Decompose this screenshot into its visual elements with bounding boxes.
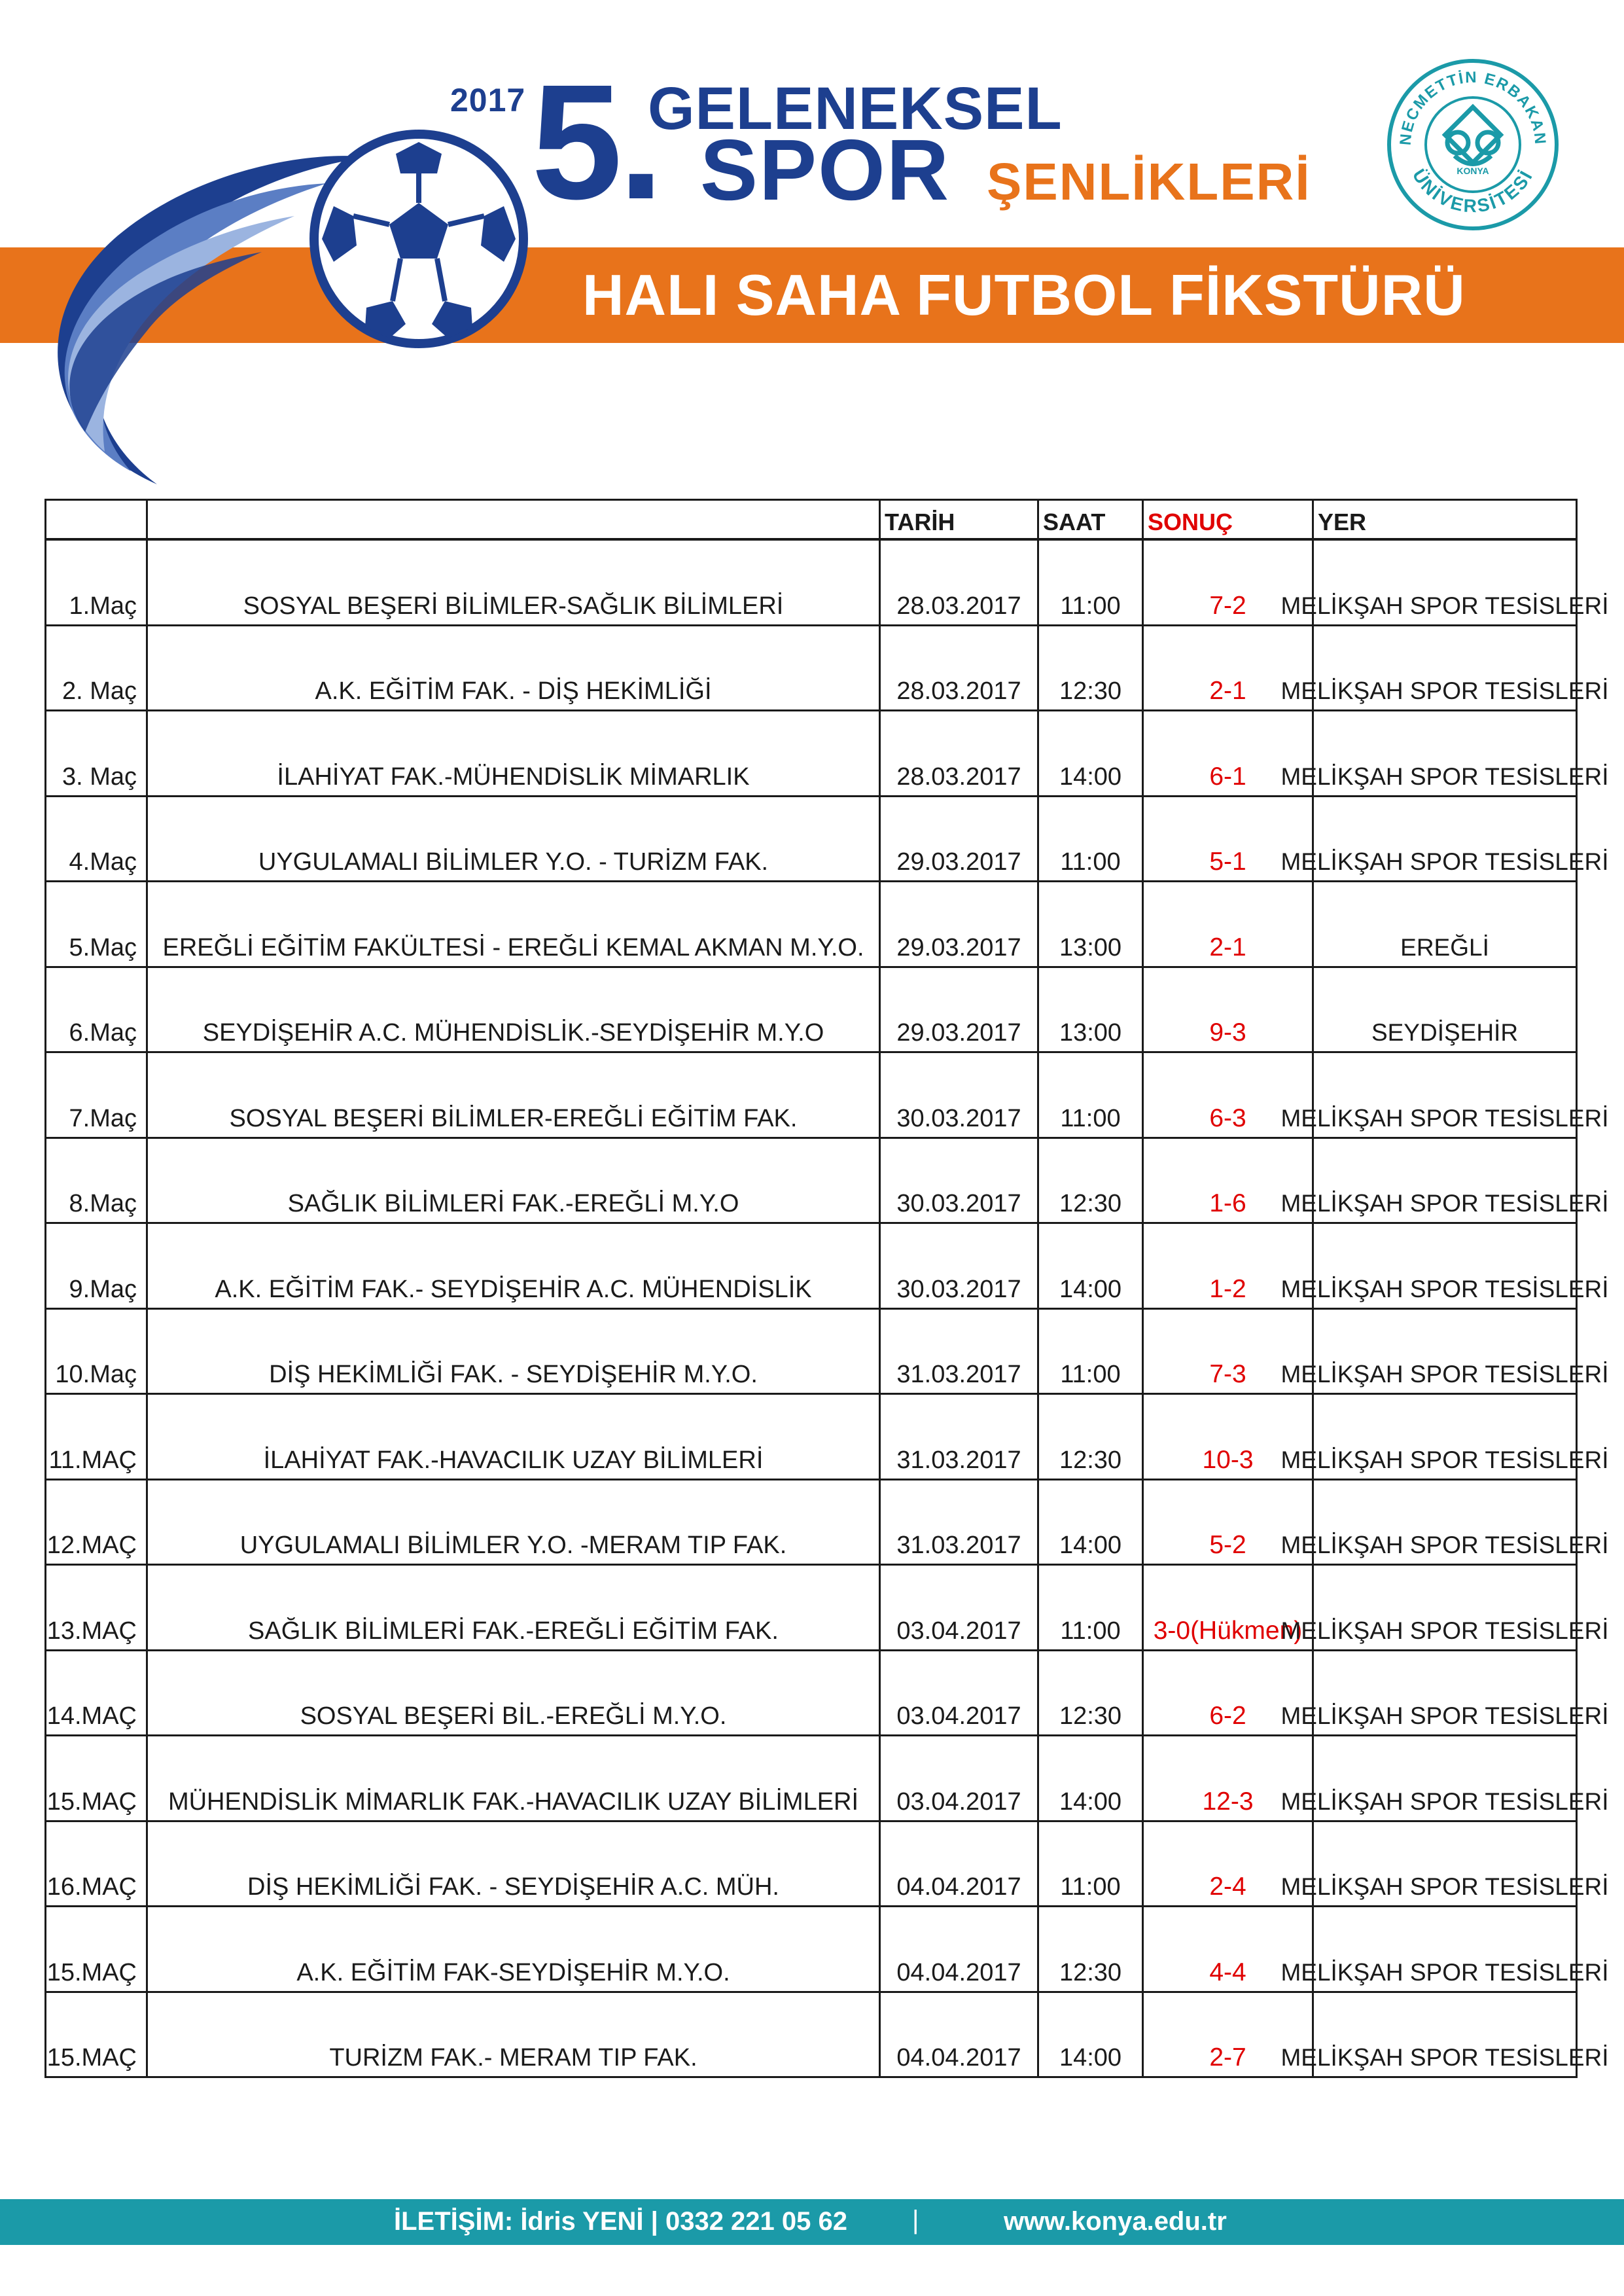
table-row (44, 1651, 1609, 1737)
match-location: MELİKŞAH SPOR TESİSLERİ (1280, 762, 1609, 790)
page-header (0, 0, 1624, 497)
match-date: 31.03.2017 (881, 1310, 1039, 1393)
match-time: 13:00 (1039, 968, 1144, 1052)
match-teams: DİŞ HEKİMLİĞİ FAK. - SEYDİŞEHİR M.Y.O. (148, 1310, 881, 1393)
soccer-ball-icon (308, 128, 530, 350)
match-number: 1.Maç (46, 541, 148, 624)
match-teams: İLAHİYAT FAK.-MÜHENDİSLİK MİMARLIK (148, 711, 881, 795)
match-location: MELİKŞAH SPOR TESİSLERİ (1280, 1275, 1609, 1302)
header-result: SONUÇ (1144, 501, 1314, 538)
match-date: 04.04.2017 (881, 1993, 1039, 2077)
match-number: 8.Maç (46, 1139, 148, 1223)
match-number: 7.Maç (46, 1053, 148, 1137)
match-location: MELİKŞAH SPOR TESİSLERİ (1280, 1104, 1609, 1132)
table-row (44, 1736, 1609, 1822)
match-teams: SOSYAL BEŞERİ BİL.-EREĞLİ M.Y.O. (148, 1651, 881, 1735)
table-row (44, 1822, 1609, 1908)
match-result: 1-6 (1144, 1139, 1314, 1223)
match-number: 5.Maç (46, 882, 148, 966)
contact-info: İLETİŞİM: İdris YENİ | 0332 221 05 62 (394, 2207, 848, 2236)
match-number: 12.MAÇ (46, 1480, 148, 1564)
match-date: 28.03.2017 (881, 711, 1039, 795)
match-time: 12:30 (1039, 1139, 1144, 1223)
match-date: 03.04.2017 (881, 1651, 1039, 1735)
match-time: 13:00 (1039, 882, 1144, 966)
match-time: 11:00 (1039, 1822, 1144, 1906)
footer-separator: | (912, 2206, 919, 2234)
match-result: 2-7 (1144, 1993, 1314, 2077)
university-seal (1386, 58, 1560, 232)
match-result: 7-2 (1144, 541, 1314, 624)
table-header-row (44, 499, 1578, 541)
match-time: 14:00 (1039, 1480, 1144, 1564)
match-date: 29.03.2017 (881, 882, 1039, 966)
match-teams: İLAHİYAT FAK.-HAVACILIK UZAY BİLİMLERİ (148, 1395, 881, 1479)
header-teams (148, 501, 881, 538)
match-time: 14:00 (1039, 1224, 1144, 1308)
match-time: 11:00 (1039, 541, 1144, 624)
match-result: 10-3 (1144, 1395, 1314, 1479)
match-teams: DİŞ HEKİMLİĞİ FAK. - SEYDİŞEHİR A.C. MÜH. (148, 1822, 881, 1906)
page-title: HALI SAHA FUTBOL FİKSTÜRÜ (582, 262, 1466, 327)
match-result: 3-0(Hükmen) (1144, 1566, 1314, 1649)
match-teams: SAĞLIK BİLİMLERİ FAK.-EREĞLİ EĞİTİM FAK. (148, 1566, 881, 1649)
match-location: SEYDİŞEHİR (1371, 1019, 1519, 1046)
match-date: 28.03.2017 (881, 626, 1039, 710)
match-number: 16.MAÇ (46, 1822, 148, 1906)
table-row (44, 626, 1609, 712)
match-number: 6.Maç (46, 968, 148, 1052)
match-result: 2-1 (1144, 882, 1314, 966)
match-date: 29.03.2017 (881, 797, 1039, 881)
match-result: 6-1 (1144, 711, 1314, 795)
match-location: MELİKŞAH SPOR TESİSLERİ (1280, 592, 1609, 619)
event-year: 2017 (450, 82, 526, 118)
header-no (46, 501, 148, 538)
match-time: 11:00 (1039, 1053, 1144, 1137)
match-date: 30.03.2017 (881, 1139, 1039, 1223)
table-row (44, 1310, 1609, 1395)
match-location: MELİKŞAH SPOR TESİSLERİ (1280, 677, 1609, 704)
table-row (44, 968, 1578, 1054)
match-time: 14:00 (1039, 1993, 1144, 2077)
table-row (44, 1907, 1609, 1993)
match-date: 03.04.2017 (881, 1736, 1039, 1820)
match-result: 9-3 (1144, 968, 1314, 1052)
table-row (44, 1480, 1609, 1566)
header-location: YER (1318, 509, 1367, 535)
match-teams: EREĞLİ EĞİTİM FAKÜLTESİ - EREĞLİ KEMAL AKMAN M.Y.O. (148, 882, 881, 966)
match-result: 5-1 (1144, 797, 1314, 881)
match-location: MELİKŞAH SPOR TESİSLERİ (1280, 2044, 1609, 2071)
match-location: MELİKŞAH SPOR TESİSLERİ (1280, 1190, 1609, 1217)
header-time: SAAT (1039, 501, 1144, 538)
svg-text:ÜNİVERSİTESİ: ÜNİVERSİTESİ (1408, 165, 1538, 217)
match-date: 04.04.2017 (881, 1822, 1039, 1906)
match-number: 3. Maç (46, 711, 148, 795)
match-teams: SEYDİŞEHİR A.C. MÜHENDİSLİK.-SEYDİŞEHİR M.Y.O (148, 968, 881, 1052)
svg-text:KONYA: KONYA (1456, 166, 1489, 176)
match-result: 2-4 (1144, 1822, 1314, 1906)
match-teams: SOSYAL BEŞERİ BİLİMLER-SAĞLIK BİLİMLERİ (148, 541, 881, 624)
match-date: 04.04.2017 (881, 1907, 1039, 1991)
match-location: MELİKŞAH SPOR TESİSLERİ (1280, 1617, 1609, 1644)
match-teams: SOSYAL BEŞERİ BİLİMLER-EREĞLİ EĞİTİM FAK. (148, 1053, 881, 1137)
match-teams: MÜHENDİSLİK MİMARLIK FAK.-HAVACILIK UZAY BİLİMLERİ (148, 1736, 881, 1820)
match-date: 28.03.2017 (881, 541, 1039, 624)
match-result: 7-3 (1144, 1310, 1314, 1393)
match-teams: UYGULAMALI BİLİMLER Y.O. - TURİZM FAK. (148, 797, 881, 881)
match-number: 14.MAÇ (46, 1651, 148, 1735)
table-row (44, 1395, 1609, 1480)
match-time: 14:00 (1039, 711, 1144, 795)
match-teams: UYGULAMALI BİLİMLER Y.O. -MERAM TIP FAK. (148, 1480, 881, 1564)
match-location: MELİKŞAH SPOR TESİSLERİ (1280, 1446, 1609, 1473)
match-date: 30.03.2017 (881, 1224, 1039, 1308)
match-result: 4-4 (1144, 1907, 1314, 1991)
match-teams: A.K. EĞİTİM FAK. - DİŞ HEKİMLİĞİ (148, 626, 881, 710)
svg-text:NECMETTİN ERBAKAN: NECMETTİN ERBAKAN (1396, 68, 1549, 147)
match-result: 5-2 (1144, 1480, 1314, 1564)
match-number: 13.MAÇ (46, 1566, 148, 1649)
table-row (44, 1224, 1609, 1310)
match-time: 11:00 (1039, 1566, 1144, 1649)
match-teams: A.K. EĞİTİM FAK-SEYDİŞEHİR M.Y.O. (148, 1907, 881, 1991)
match-time: 14:00 (1039, 1736, 1144, 1820)
table-row (44, 797, 1609, 883)
table-row (44, 1566, 1609, 1651)
match-time: 12:30 (1039, 1651, 1144, 1735)
match-date: 30.03.2017 (881, 1053, 1039, 1137)
match-number: 4.Maç (46, 797, 148, 881)
website-link[interactable]: www.konya.edu.tr (1004, 2207, 1227, 2236)
match-time: 11:00 (1039, 797, 1144, 881)
table-row (44, 1053, 1609, 1139)
match-number: 10.Maç (46, 1310, 148, 1393)
table-row (44, 541, 1609, 626)
match-teams: A.K. EĞİTİM FAK.- SEYDİŞEHİR A.C. MÜHENDİSLİK (148, 1224, 881, 1308)
match-date: 29.03.2017 (881, 968, 1039, 1052)
table-row (44, 711, 1609, 797)
match-result: 2-1 (1144, 626, 1314, 710)
table-row (44, 1993, 1609, 2079)
match-time: 12:30 (1039, 1395, 1144, 1479)
match-location: EREĞLİ (1400, 933, 1489, 961)
match-number: 15.MAÇ (46, 1907, 148, 1991)
match-number: 9.Maç (46, 1224, 148, 1308)
match-location: MELİKŞAH SPOR TESİSLERİ (1280, 1702, 1609, 1729)
match-date: 31.03.2017 (881, 1480, 1039, 1564)
event-title-line3: ŞENLİKLERİ (987, 152, 1311, 211)
table-row (44, 882, 1578, 968)
event-title-line2: SPOR (700, 122, 951, 218)
match-date: 03.04.2017 (881, 1566, 1039, 1649)
page-footer (0, 2199, 1624, 2245)
match-location: MELİKŞAH SPOR TESİSLERİ (1280, 1787, 1609, 1815)
match-result: 1-2 (1144, 1224, 1314, 1308)
match-location: MELİKŞAH SPOR TESİSLERİ (1280, 1532, 1609, 1558)
match-location: MELİKŞAH SPOR TESİSLERİ (1280, 848, 1609, 875)
match-location: MELİKŞAH SPOR TESİSLERİ (1280, 1361, 1609, 1388)
fixture-table (44, 499, 1609, 2078)
match-location: MELİKŞAH SPOR TESİSLERİ (1280, 1873, 1609, 1900)
fixture-rows (44, 541, 1609, 2078)
match-result: 6-3 (1144, 1053, 1314, 1137)
match-number: 11.MAÇ (46, 1395, 148, 1479)
match-time: 11:00 (1039, 1310, 1144, 1393)
match-location: MELİKŞAH SPOR TESİSLERİ (1280, 1958, 1609, 1986)
edition-number: 5. (531, 50, 660, 233)
match-teams: TURİZM FAK.- MERAM TIP FAK. (148, 1993, 881, 2077)
match-date: 31.03.2017 (881, 1395, 1039, 1479)
table-row (44, 1139, 1609, 1225)
header-date: TARİH (881, 501, 1039, 538)
match-number: 15.MAÇ (46, 1993, 148, 2077)
match-time: 12:30 (1039, 626, 1144, 710)
match-number: 15.MAÇ (46, 1736, 148, 1820)
match-result: 12-3 (1144, 1736, 1314, 1820)
event-title-line1: GELENEKSEL (648, 75, 1063, 142)
match-time: 12:30 (1039, 1907, 1144, 1991)
match-number: 2. Maç (46, 626, 148, 710)
match-result: 6-2 (1144, 1651, 1314, 1735)
match-teams: SAĞLIK BİLİMLERİ FAK.-EREĞLİ M.Y.O (148, 1139, 881, 1223)
